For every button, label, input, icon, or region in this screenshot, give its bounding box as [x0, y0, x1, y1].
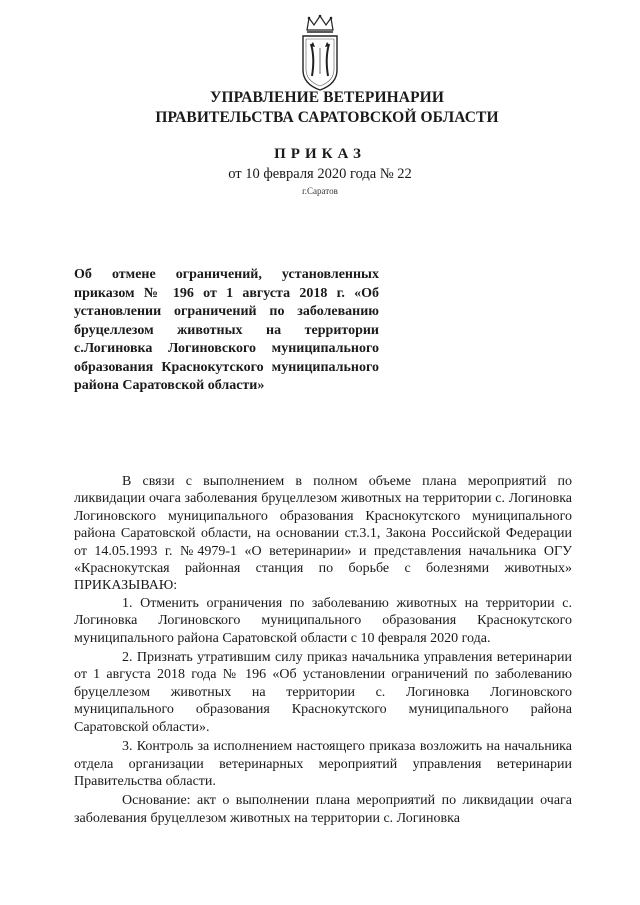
preamble-paragraph: В связи с выполнением в полном объеме плана мероприятий по ликвидации очага заболевания бруцеллезом животных на территории с. Логиновка Логиновского муниципального образования Краснокутского муниципального района Саратовской области, на основании ст.3.1, Закона Российской Федерации от 14.05.1993 г. №4979-1 «О ветеринарии» и представления начальника ОГУ «Краснокутская районная станция по борьбе с болезнями животных» ПРИКАЗЫВАЮ:	[74, 474, 572, 594]
authority-line-1: УПРАВЛЕНИЕ ВЕТЕРИНАРИИ	[210, 89, 444, 106]
document-city: г.Саратов	[302, 186, 338, 196]
document-body	[74, 473, 572, 827]
order-item-1: 1. Отменить ограничения по заболеванию животных на территории с. Логиновка Логиновского муниципального образования Краснокутского муниципального района Саратовской области с 10 февраля 2020 года.	[74, 595, 572, 646]
order-item-2: 2. Признать утратившим силу приказ начальника управления ветеринарии от 1 августа 2018 года № 196 «Об установлении ограничений по заболеванию бруцеллезом животных на территории с. Логиновка Логиновского муниципального образования Краснокутского муниципального района Саратовской области».	[74, 650, 572, 735]
issuing-authority	[0, 88, 640, 128]
document-date-number: от 10 февраля 2020 года № 22	[228, 166, 412, 182]
basis-paragraph: Основание: акт о выполнении плана мероприятий по ликвидации очага заболевания бруцеллезом животных на территории с. Логиновка	[74, 793, 572, 826]
coat-of-arms-icon	[299, 14, 341, 92]
authority-line-2: ПРАВИТЕЛЬСТВА САРАТОВСКОЙ ОБЛАСТИ	[155, 109, 499, 126]
document-title: ПРИКАЗ	[274, 146, 366, 162]
document-subject: Об отмене ограничений, установленных приказом № 196 от 1 августа 2018 г. «Об установлении ограничений по заболеванию бруцеллезом животных на территории с.Логиновка Логиновского муниципального образования Краснокутского муниципального района Саратовской области»	[74, 267, 379, 393]
order-item-3: 3. Контроль за исполнением настоящего приказа возложить на начальника отдела организации ветеринарных мероприятий управления ветеринарии Правительства области.	[74, 739, 572, 789]
